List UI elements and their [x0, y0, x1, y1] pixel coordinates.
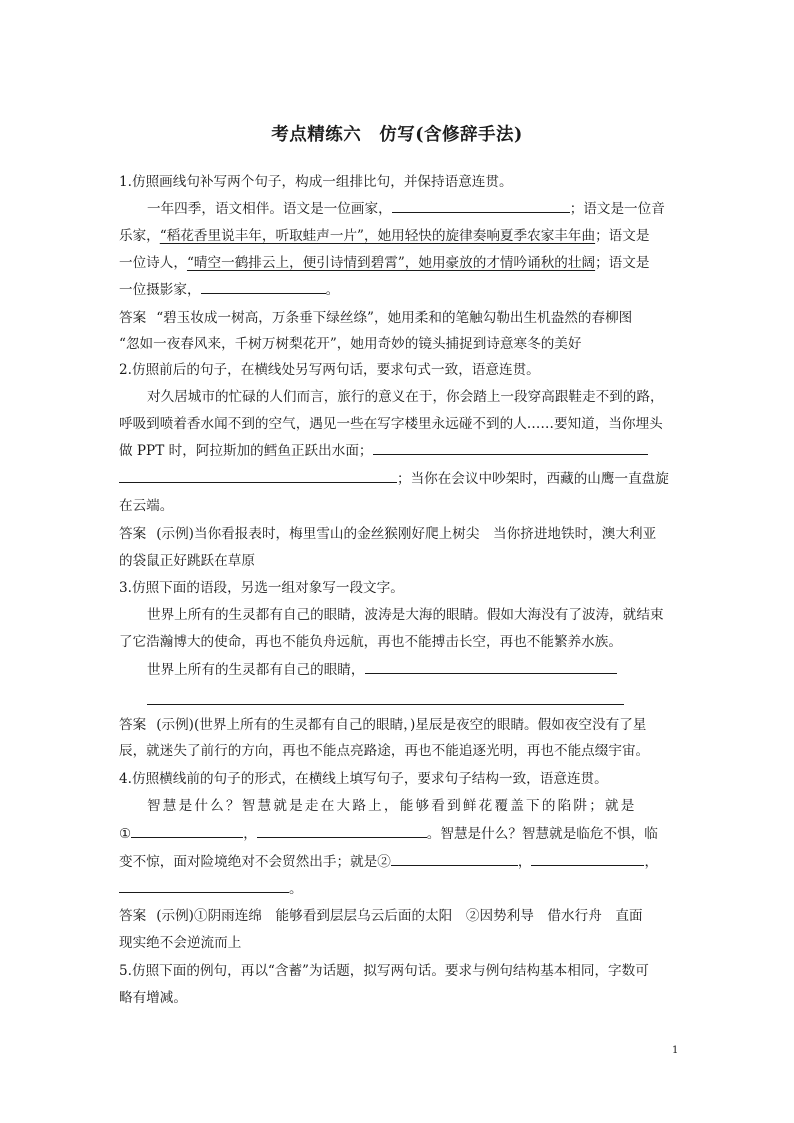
page-number: 1 — [672, 1045, 679, 1056]
q5-stem-1: 5.仿照下面的例句，再以“含蓄”为话题，拟写两句话。要求与例句结构基本相同，字数可 — [119, 963, 649, 979]
answer-text: (示例)①阴雨连绵 能够看到层层乌云后面的太阳 ②因势利导 借水行舟 直面 — [156, 908, 643, 924]
q2-para-2: 呼吸到喷着香水闻不到的空气，遇见一些在写字楼里永远碰不到的人……要知道，当你埋头 — [119, 416, 663, 432]
q1-text: 一位摄影家， — [119, 282, 201, 298]
q4-blank-4[interactable] — [531, 853, 644, 866]
q3-para-3 — [147, 661, 617, 679]
q1-underlined-sentence-1: “稻花香里说丰年，听取蛙声一片”，她用轻快的旋律奏响夏季农家丰年曲 — [159, 228, 596, 244]
q3-answer-1 — [119, 716, 646, 734]
q3-para-2: 了它浩瀚博大的使命，再也不能负舟远航，再也不能搏击长空，再也不能繁养水族。 — [119, 634, 622, 650]
q3-stem: 3.仿照下面的语段，另选一组对象写一段文字。 — [119, 580, 404, 596]
q4-text: 。智慧是什么？智慧就是临危不惧，临 — [426, 826, 658, 842]
q1-text: 一年四季，语文相伴。语文是一位画家， — [147, 201, 392, 217]
answer-label: 答案 — [119, 310, 147, 326]
q2-para-3 — [119, 442, 648, 460]
q4-marker-1: ① — [119, 826, 132, 842]
q1-blank-2[interactable] — [201, 281, 326, 294]
q4-blank-3[interactable] — [391, 853, 518, 866]
answer-text: “碧玉妆成一树高，万条垂下绿丝绦”，她用柔和的笔触勾勒出生机盎然的春柳图 — [156, 310, 633, 326]
q4-text: ， — [517, 854, 532, 870]
answer-label: 答案 — [119, 908, 147, 924]
q1-text: ；语文是 — [595, 255, 650, 271]
q4-blank-5[interactable] — [119, 880, 289, 893]
q2-para-4 — [119, 470, 669, 488]
q1-answer-2: “忽如一夜春风来，千树万树梨花开”，她用奇妙的镜头捕捉到诗意寒冬的美好 — [119, 336, 582, 352]
q1-line-1 — [147, 200, 665, 218]
q1-text: ；语文是 — [595, 228, 650, 244]
q1-blank-1[interactable] — [392, 200, 570, 213]
q2-stem: 2.仿照前后的句子，在横线处另写两句话，要求句式一致，语意连贯。 — [119, 362, 540, 378]
q4-para-4 — [119, 880, 303, 898]
q4-text: ， — [644, 854, 659, 870]
q4-blank-2[interactable] — [257, 825, 427, 838]
q4-answer-2: 现实绝不会逆流而上 — [119, 935, 242, 951]
q1-line-3 — [119, 254, 649, 272]
q1-line-4 — [119, 281, 339, 299]
q4-para-3 — [119, 853, 658, 871]
q1-text: 。 — [325, 282, 340, 298]
answer-label: 答案 — [119, 526, 147, 542]
q1-text: 一位诗人， — [119, 255, 187, 271]
q2-blank-2[interactable] — [119, 470, 397, 483]
q4-text: 变不惊，面对险境绝对不会贸然出手；就是② — [119, 854, 391, 870]
q2-answer-2: 的袋鼠正好跳跃在草原 — [119, 553, 255, 569]
q1-answer-1 — [119, 309, 632, 327]
answer-text: (示例)(世界上所有的生灵都有自己的眼睛，)星辰是夜空的眼睛。假如夜空没有了星 — [156, 717, 647, 733]
q1-line-2 — [119, 227, 649, 245]
q3-blank-2[interactable] — [147, 704, 624, 705]
q1-text: ；语文是一位音 — [569, 201, 665, 217]
q5-stem-2: 略有增减。 — [119, 990, 187, 1006]
page-title: 考点精练六 仿写(含修辞手法) — [271, 125, 523, 145]
q2-para-5: 在云端。 — [119, 498, 174, 514]
q1-underlined-sentence-2: “晴空一鹤排云上，便引诗情到碧霄”，她用豪放的才情吟诵秋的壮阔 — [186, 255, 596, 271]
q1-text: 乐家， — [119, 228, 160, 244]
q4-text: 。 — [289, 881, 303, 897]
q2-text: 做 PPT 时，阿拉斯加的鳕鱼正跃出水面； — [119, 443, 373, 459]
q3-answer-2: 辰，就迷失了前行的方向，再也不能点亮路途，再也不能追逐光明，再也不能点缀宇宙。 — [119, 743, 650, 759]
q3-para-1: 世界上所有的生灵都有自己的眼睛，波涛是大海的眼睛。假如大海没有了波涛，就结束 — [147, 607, 664, 623]
q2-answer-1 — [119, 525, 656, 543]
answer-text: (示例)当你看报表时，梅里雪山的金丝猴刚好爬上树尖 当你挤进地铁时，澳大利亚 — [156, 526, 657, 542]
q4-stem: 4.仿照横线前的句子的形式，在横线上填写句子，要求句子结构一致，语意连贯。 — [119, 771, 608, 787]
q4-para-1: 智慧是什么？智慧就是走在大路上，能够看到鲜花覆盖下的陷阱；就是 — [147, 798, 637, 814]
q4-answer-1 — [119, 907, 643, 925]
q4-para-2 — [119, 825, 658, 843]
q2-para-1: 对久居城市的忙碌的人们而言，旅行的意义在于，你会踏上一段穿高跟鞋走不到的路， — [147, 389, 664, 405]
q4-text: ， — [243, 826, 257, 842]
q4-blank-1[interactable] — [131, 825, 243, 838]
q3-text: 世界上所有的生灵都有自己的眼睛， — [147, 662, 365, 678]
q1-stem: 1.仿照画线句补写两个句子，构成一组排比句，并保持语意连贯。 — [119, 174, 513, 190]
answer-label: 答案 — [119, 717, 147, 733]
q2-text: ；当你在会议中吵架时，西藏的山鹰一直盘旋 — [397, 471, 669, 487]
q3-blank-1[interactable] — [365, 661, 617, 674]
q2-blank-1[interactable] — [373, 442, 648, 455]
